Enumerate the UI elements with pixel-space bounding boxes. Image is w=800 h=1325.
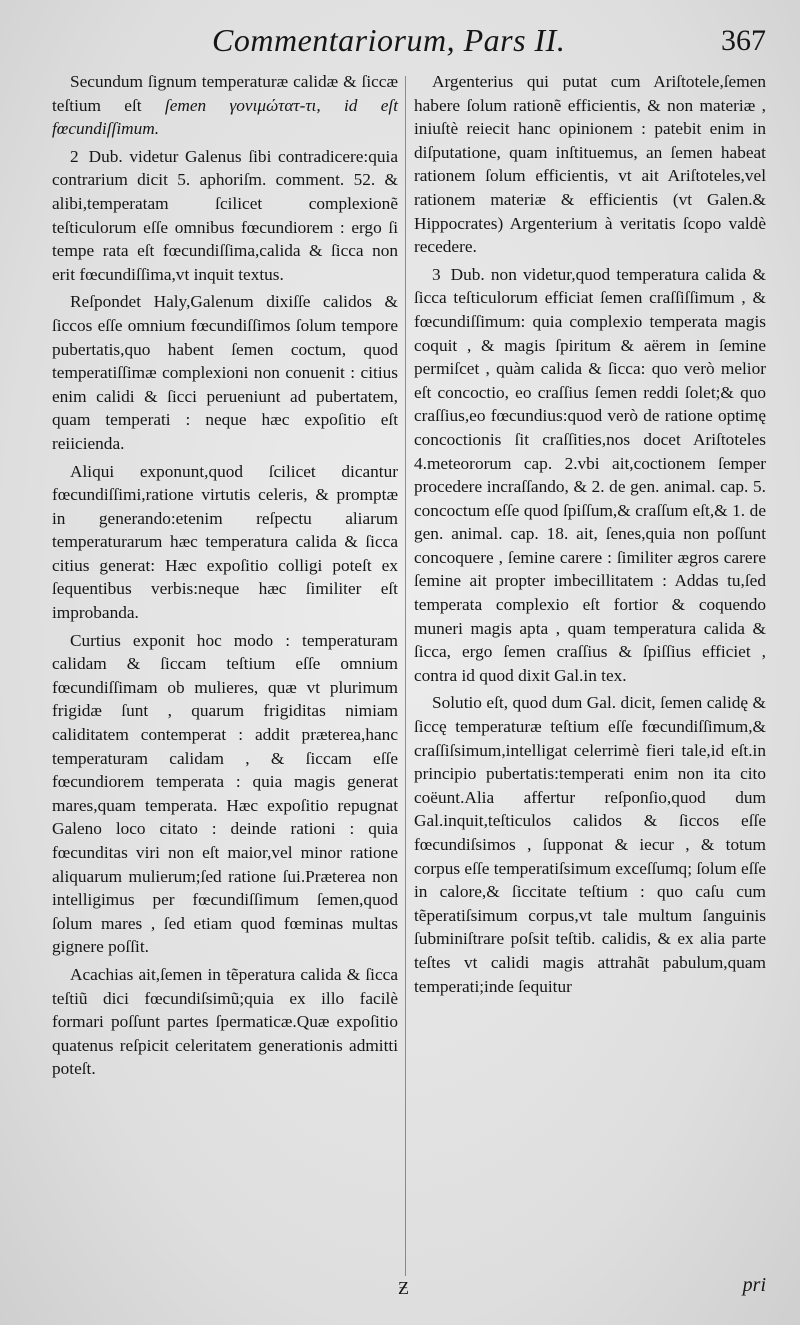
paragraph-text: Curtius exponit hoc modo : temperaturam calidam & ſiccam teſtium eſſe omnium fœcundiſſimam ob mulieres, quæ vt plurimum frigidæ ſunt , quarum frigiditas nimiam caliditatem contemperat : addit præterea,hanc temperaturam calidam , & ſiccam eſſe fœcundiorem temperata : quia magis generat mares,quam temperata. Hæc expoſitio repugnat Galeno loco citato : deinde rationi : quia fœcunditas viri non eſt maior,vel minor ratione aliquarum mulierum;ſed ratione ſui.Præterea non intelligimus per fœcundiſſimum ſemen,quod ſolum mares , ſed etiam quod fœminas multas gignere poſſit. <box>52 630 398 957</box>
page-header <box>0 22 800 66</box>
paragraph-text: Argenterius qui putat cum Ariſtotele,ſemen habere ſolum rationẽ efficientis, & non materiæ , iniuſtè reiecit hanc opinionem : patebit enim in diſputatione, quam inſtituemus, an ſemen habeat rationem ſolum efficientis, vt ait Ariſtoteles,vel rationem materiæ & efficientis (vt Galen.& Hippocrates) Argenterium à veritatis ſcopo valdè recedere. <box>414 72 766 257</box>
doubt-number: 2 <box>70 146 79 166</box>
running-head: Commentariorum, Pars II. <box>212 22 566 58</box>
paragraph-text: Solutio eſt, quod dum Gal. dicit, ſemen calidę & ſiccę temperaturæ teſtium eſſe fœcundiſſimum,& craſſiſsimum,intelligat celerrimè fieri tale,id eſt.in principio pubertatis:temperati enim non ita cito coëunt.Alia affertur reſponſio,quod dum Gal.inquit,teſticulos calidos & ſiccos eſſe fœcundiſsimos , ſupponat & iecur , & totum corpus eſſe temperatiſsimum exceſſumq; ſolum eſſe in calore,& ſiccitate teſtium : quo caſu cum tẽperatiſsimum corpus,vt tale multum ſanguinis ſubminiſtrare poſsit teſtib. calidis, & ex alia parte teſtes vt calidi magis attrahãt pabulum,quam temperati;inde ſequitur <box>414 693 766 996</box>
paragraph <box>52 460 398 625</box>
paragraph <box>52 145 398 287</box>
column-rule <box>405 76 406 1276</box>
paragraph <box>52 963 398 1081</box>
left-column <box>52 70 398 1250</box>
paragraph-text: Dub. videtur Galenus ſibi contradicere:quia contrarium dicit 5. aphoriſm. comment. 52. & alibi,temperatam ſcilicet complexionẽ teſticulorum eſſe omnibus fœcundiorem : ergo ſi tempe rata eſt fœcundiſſima,calida & ſicca non erit fœcundiſſima,vt inquit textus. <box>52 146 398 284</box>
paragraph <box>414 691 766 998</box>
right-column <box>414 70 766 1250</box>
signature-mark: Ƶ <box>398 1278 409 1298</box>
paragraph <box>414 70 766 259</box>
paragraph-text: Dub. non videtur,quod temperatura calida & ſicca teſticulorum efficiat ſemen craſſiſſimum , & fœcundiſſimum: quia complexio temperata magis coquit , & magis ſpiritum & aërem in ſemine permiſcet , quàm calida & ſicca: quo verò melior eſt concoctio, eo craſſius ſemen reddi ſolet;& quo craſſius,eo fœcundius:quod verò de ratione optimę concoctionis ſit craſſities,nos docet Ariſtoteles 4.meteororum cap. 2.vbi ait,coctionem ſemper procedere incraſſando, & 2. de gen. animal. cap. 5. concoctum eſſe quod ſpiſſum,& craſſum eſt,& 1. de gen. animal. cap. 18. ait, ſenes,quia non poſſunt concoquere , ſemine carere : ſimiliter ægros carere ſemine ait propter imbecillitatem : Addas tu,ſed temperata complexio eſt fortior & coquendo muneri magis apta , quam temperatura calida & ſicca, ergo ſemen craſſius & ſpiſſius efficiet , contra id quod dixit Gal.in tex. <box>414 264 766 685</box>
catchword: pri <box>742 1274 766 1296</box>
paragraph-text: Aliqui exponunt,quod ſcilicet dicantur fœcundiſſimi,ratione virtutis celeris, & promptæ in generando:etenim reſpectu aliarum temperaturarum hæc temperatura calida & ſicca citius generat: Hæc expoſitio colligi poteſt ex ſequentibus verbis:neque hæc ſimiliter eſt improbanda. <box>52 461 398 623</box>
paragraph-text: Acachias ait,ſemen in tẽperatura calida & ſicca teſtiũ dici fœcundiſsimũ;quia ex illo facilè formari poſſunt partes ſpermaticæ.Quæ expoſitio quatenus reſpicit celeritatem generationis admitti poteſt. <box>52 964 398 1079</box>
paragraph <box>414 263 766 688</box>
paragraph <box>52 70 398 141</box>
italic-phrase: ſemen γονιμώτατ-τι, id eſt fœcundiſſimum. <box>52 95 398 139</box>
paragraph <box>52 629 398 959</box>
paragraph <box>52 290 398 455</box>
paragraph-text: Secundum ſignum temperaturæ calidæ & ſiccæ teſtium eſt <box>52 72 398 115</box>
doubt-number: 3 <box>432 264 441 284</box>
paragraph-text: Reſpondet Haly,Galenum dixiſſe calidos & ſiccos eſſe omnium fœcundiſſimos ſolum tempore pubertatis,quo habent ſemen coctum, quod temperatiſſimæ complexioni non conuenit : citius enim calidi & ſicci perueniunt ad pubertatem, quam temperati : neque hæc expoſitio eſt reiicienda. <box>52 292 398 453</box>
page-number: 367 <box>721 24 766 57</box>
